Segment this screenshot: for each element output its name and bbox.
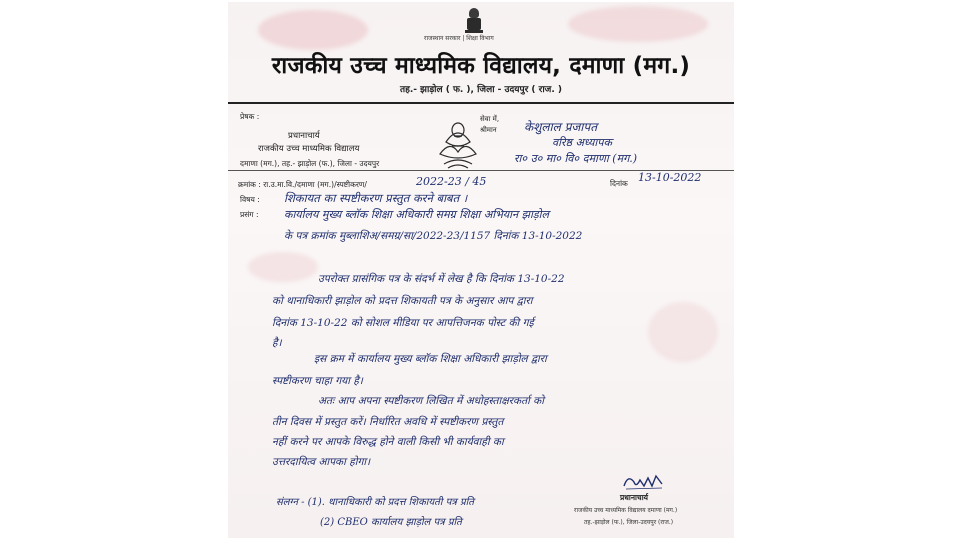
subject-label: विषय : — [240, 195, 260, 204]
paper-stain — [258, 10, 368, 50]
school-name-heading: राजकीय उच्च माध्यमिक विद्यालय, दमाणा (मग.) — [271, 53, 691, 79]
subject-text: शिकायत का स्पष्टीकरण प्रस्तुत करने बाबत । — [284, 191, 468, 205]
body-p1-line2: को थानाधिकारी झाड़ोल को प्रदत्त शिकायती पत्र के अनुसार आप द्वारा — [272, 295, 533, 307]
signatory-school: राजकीय उच्च माध्यमिक विद्यालय दमाणा (मग.) — [574, 507, 678, 514]
reference-number-handwritten: 2022-23 / 45 — [416, 175, 487, 188]
paper-stain — [248, 252, 318, 282]
prasang-line-1: कार्यालय मुख्य ब्लॉक शिक्षा अधिकारी समग्र शिक्षा अभियान झाड़ोल — [284, 208, 549, 221]
recipient-label-seva: सेवा में, — [480, 115, 500, 123]
header-rule — [228, 102, 734, 104]
lotus-logo-icon — [434, 116, 482, 172]
attachment-line-1: संलग्न - (1). थानाधिकारी को प्रदत्त शिकायती पत्र प्रति — [276, 497, 474, 508]
signatory-title: प्रधानाचार्य — [620, 493, 648, 502]
date-label: दिनांक — [610, 179, 628, 188]
body-p3-line2: तीन दिवस में प्रस्तुत करें। निर्धारित अवधि में स्पष्टीकरण प्रस्तुत — [272, 416, 504, 428]
school-address: तह.- झाड़ोल ( फ. ), जिला - उदयपुर ( राज. ) — [399, 85, 563, 95]
sender-school: राजकीय उच्च माध्यमिक विद्यालय — [258, 144, 360, 154]
signatory-address: तह.-झाड़ोल (फ.), जिला-उदयपुर (राज.) — [584, 519, 674, 526]
body-p1-line3: दिनांक 13-10-22 को सोशल मीडिया पर आपत्तिजनक पोस्ट की गई — [272, 317, 534, 329]
recipient-name: केशुलाल प्रजापत — [524, 120, 598, 134]
attachment-line-2: (2) CBEO कार्यालय झाड़ोल पत्र प्रति — [320, 517, 462, 528]
handwritten-signature — [622, 472, 666, 492]
govt-department-text: राजस्थान सरकार | शिक्षा विभाग — [424, 35, 494, 42]
reference-number-prefix: क्रमांक : रा.उ.मा.वि./दमाणा (मग.)/स्पष्टीकरण/ — [238, 180, 367, 189]
sender-title: प्रधानाचार्य — [288, 131, 320, 141]
paper-stain — [568, 6, 708, 42]
body-p3-line1: अतः आप अपना स्पष्टीकरण लिखित में अधोहस्ताक्षरकर्ता को — [318, 395, 544, 407]
recipient-school: रा० उ० मा० वि० दमाणा (मग.) — [514, 152, 638, 165]
recipient-label-shriman: श्रीमान — [480, 126, 497, 134]
date-value: 13-10-2022 — [638, 171, 702, 184]
body-p1-line1: उपरोक्त प्रासंगिक पत्र के संदर्भ में लेख है कि दिनांक 13-10-22 — [318, 273, 565, 285]
national-emblem-icon — [465, 8, 483, 34]
prasang-line-2: के पत्र क्रमांक मुब्लाशिअ/समग्र/सा/2022-23/1157 दिनांक 13-10-2022 — [284, 230, 583, 242]
recipient-designation: वरिष्ठ अध्यापक — [552, 136, 612, 149]
body-p2-line1: इस क्रम में कार्यालय मुख्य ब्लॉक शिक्षा अधिकारी झाड़ोल द्वारा — [314, 353, 547, 365]
body-p3-line4: उत्तरदायित्व आपका होगा। — [272, 456, 371, 468]
body-p1-line4: है। — [272, 337, 282, 349]
body-p2-line2: स्पष्टीकरण चाहा गया है। — [272, 375, 363, 387]
letter-document — [228, 2, 734, 538]
body-p3-line3: नहीं करने पर आपके विरुद्ध होने वाली किसी भी कार्यवाही का — [272, 436, 504, 448]
sender-address: दमाणा (मग.), तह.- झाड़ोल (फ.), जिला - उदयपुर — [240, 159, 380, 168]
prasang-label: प्रसंग : — [240, 210, 259, 219]
sender-label: प्रेषक : — [240, 112, 260, 121]
paper-stain — [648, 302, 718, 362]
